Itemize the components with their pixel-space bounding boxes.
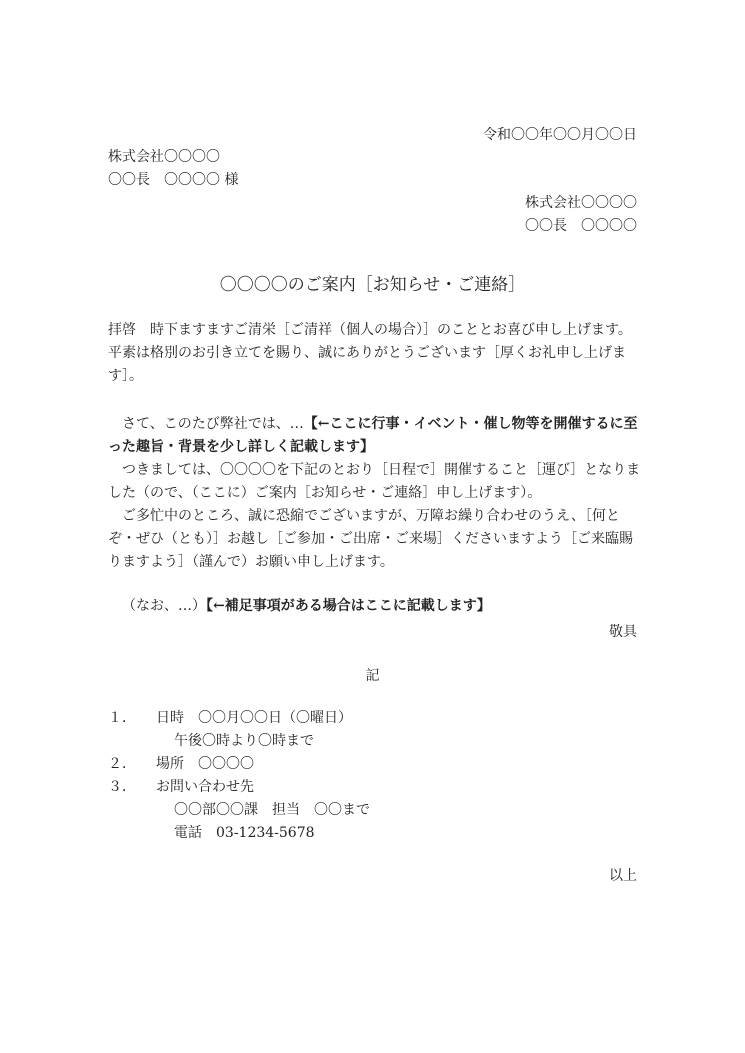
- document-title: 〇〇〇〇のご案内［お知らせ・ご連絡］: [219, 275, 526, 295]
- purpose-placeholder: 【←ここに行事・イベント・催し物等を開催するに至: [303, 416, 638, 432]
- sender: [525, 192, 637, 238]
- item-label: お問い合わせ先: [156, 779, 254, 795]
- list-item: [108, 707, 370, 730]
- closing: 敬具: [609, 624, 637, 640]
- event-line: した（ので、（ここに）ご案内［お知らせ・ご連絡］申し上げます）。: [108, 485, 542, 501]
- item-sub: 電話 03-1234-5678: [174, 825, 315, 841]
- recipient: [108, 146, 238, 192]
- ki-heading: 記: [365, 668, 380, 684]
- item-number: ３．: [108, 779, 136, 795]
- date: 令和〇〇年〇〇月〇〇日: [483, 127, 637, 143]
- request-line: ご多忙中のところ、誠に恐縮でございますが、万障お繰り合わせのうえ、［何と: [122, 508, 620, 524]
- purpose-line: [108, 413, 640, 436]
- item-label: 場所 〇〇〇〇: [156, 756, 254, 772]
- note-text: （なお、…）: [122, 598, 206, 614]
- item-label: 日時 〇〇月〇〇日（〇曜日）: [156, 710, 352, 726]
- purpose-placeholder-cont: った趣旨・背景を少し詳しく記載します】: [108, 439, 374, 455]
- note-placeholder: 【←補足事項がある場合はここに記載します】: [206, 598, 491, 614]
- list-item: [108, 776, 370, 799]
- list-item: [108, 753, 370, 776]
- purpose-text: さて、このたび弊社では、…: [122, 416, 304, 432]
- sender-person: 〇〇長 〇〇〇〇: [525, 218, 637, 234]
- greeting-line: 拝啓 時下ますますご清栄［ご清祥（個人の場合）］のこととお喜び申し上げます。: [108, 322, 632, 338]
- recipient-person: 〇〇長 〇〇〇〇 様: [108, 172, 239, 188]
- item-list: [108, 707, 370, 845]
- request-line: ぞ・ぜひ（とも）］お越し［ご参加・ご出席・ご来場］くださいますよう［ご来臨賜: [108, 531, 633, 547]
- request-line: りますよう］（謹んで）お願い申し上げます。: [108, 554, 394, 570]
- greeting-line: す］。: [108, 368, 143, 384]
- sender-company: 株式会社〇〇〇〇: [525, 195, 637, 211]
- recipient-company: 株式会社〇〇〇〇: [108, 149, 220, 165]
- body: [108, 319, 640, 618]
- greeting-line: 平素は格別のお引き立てを賜り、誠にありがとうございます［厚くお礼申し上げま: [108, 345, 626, 361]
- item-number: ２．: [108, 756, 136, 772]
- event-line: つきましては、〇〇〇〇を下記のとおり［日程で］開催すること［運び］となりま: [122, 462, 641, 478]
- item-number: １．: [108, 710, 136, 726]
- end-mark: 以上: [609, 868, 637, 884]
- item-sub: 〇〇部〇〇課 担当 〇〇まで: [174, 802, 370, 818]
- note-line: [108, 595, 640, 618]
- item-sub: 午後〇時より〇時まで: [174, 733, 314, 749]
